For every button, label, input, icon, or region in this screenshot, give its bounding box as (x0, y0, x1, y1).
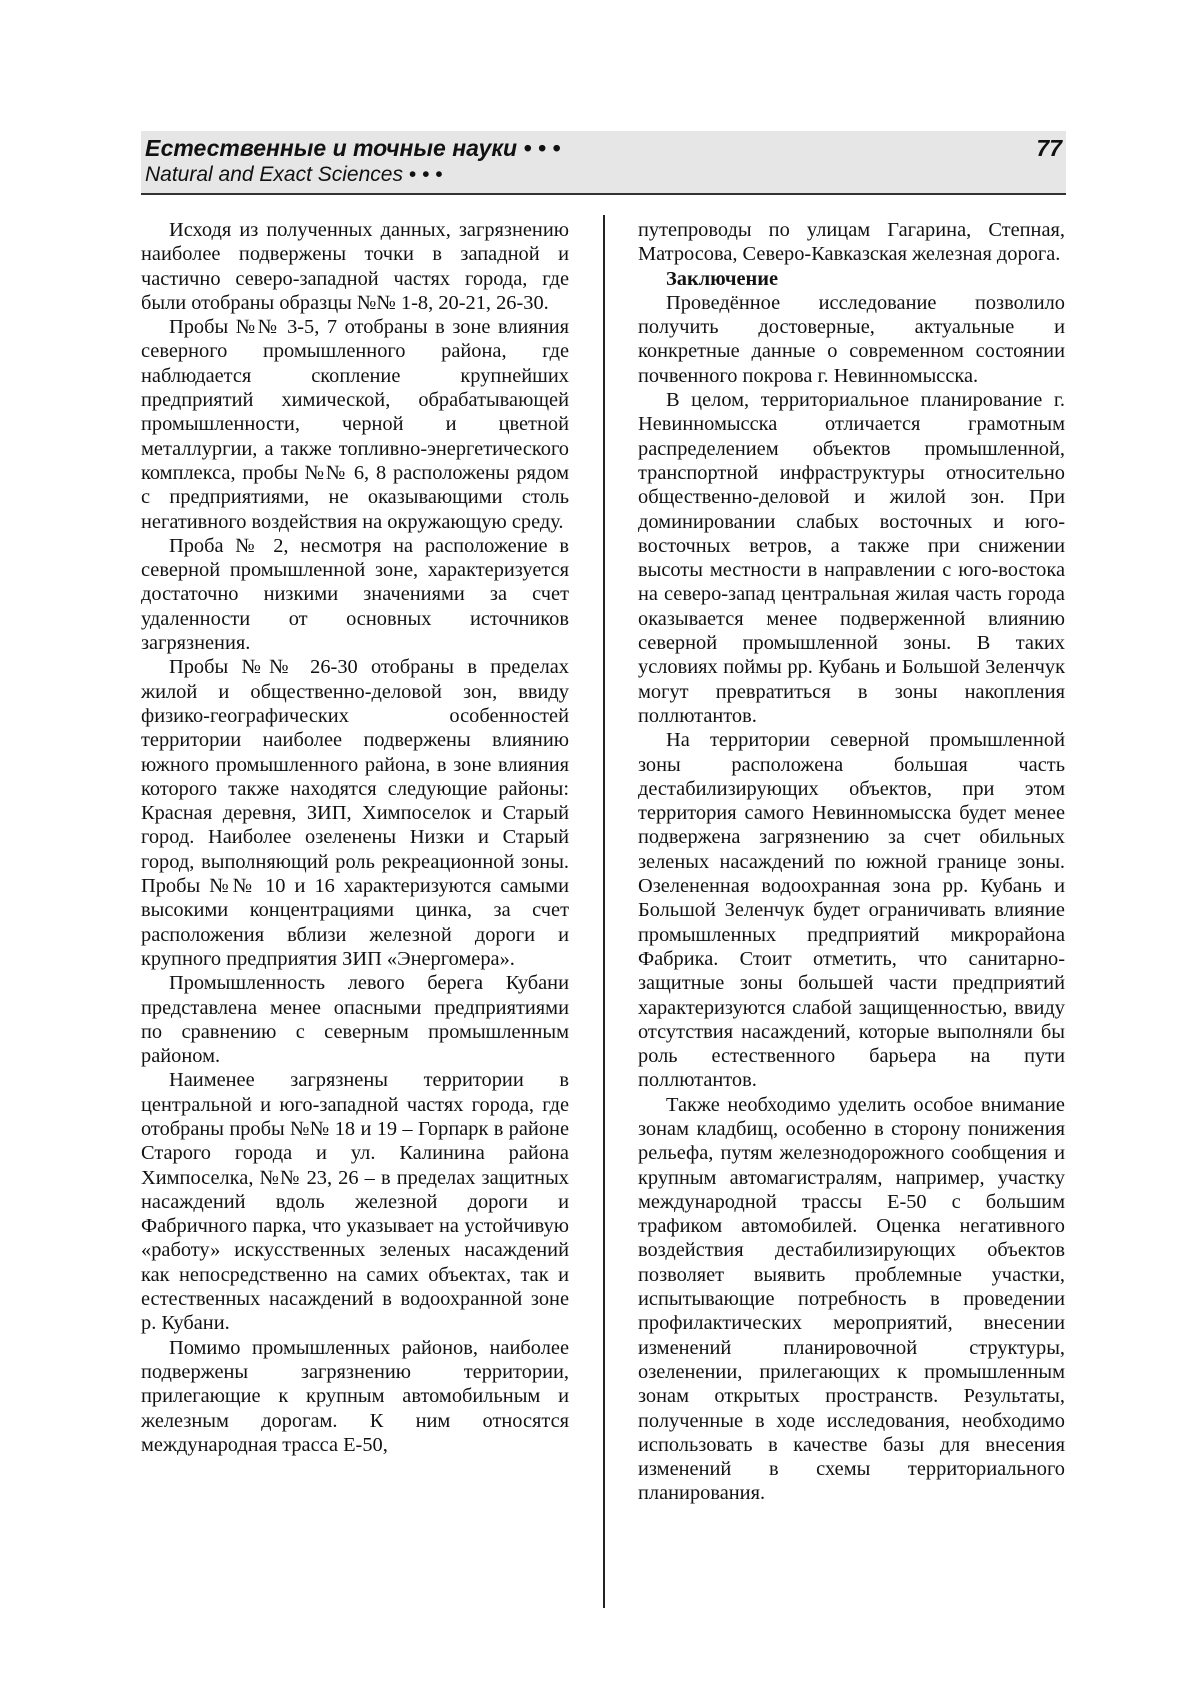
running-header (141, 131, 1066, 195)
paragraph: В целом, территориальное планирование г. Невинномысска отличается грамотным распределением объектов промышленной, транспортной инфраструктуры относительно общественно-деловой и жилой зон. При доминировании слабых восточных и юго-восточных ветров, а также при снижении высоты местности в направлении с юго-востока на северо-запад центральная жилая часть города оказывается менее подверженной влиянию северной промышленной зоны. В таких условиях поймы рр. Кубань и Большой Зеленчук могут превратиться в зоны накопления поллютантов. (638, 389, 1065, 727)
journal-title-ru: Естественные и точные науки • • • (145, 135, 561, 161)
paragraph: Проведённое исследование позволило получить достоверные, актуальные и конкретные данные о современном состоянии почвенного покрова г. Невинномысска. (638, 291, 1065, 387)
conclusion-heading: Заключение (666, 267, 779, 290)
paragraph: Исходя из полученных данных, загрязнению наиболее подвержены точки в западной и частично северо-западной частях города, где были отобраны образцы №№ 1-8, 20-21, 26-30. (141, 219, 569, 314)
paragraph: Промышленность левого берега Кубани представлена менее опасными предприятиями по сравнению с северным промышленным районом. (141, 972, 569, 1068)
paragraph: Пробы №№ 3-5, 7 отобраны в зоне влияния северного промышленного района, где наблюдается скопление крупнейших предприятий химической, обрабатывающей промышленности, черной и цветной металлургии, а также топливно-энергетического комплекса, пробы №№ 6, 8 расположены рядом с предприятиями, не оказывающими столь негативного воздействия на окружающую среду. (141, 316, 569, 533)
paragraph: Пробы №№ 26-30 отобраны в пределах жилой и общественно-деловой зон, ввиду физико-географических особенностей территории наиболее подвержены влиянию южного промышленного района, в зоне влияния которого также находятся следующие районы: Красная деревня, ЗИП, Химпоселок и Старый город. Наиболее озеленены Низки и Старый город, выполняющий роль рекреационной зоны. Пробы №№ 10 и 16 характеризуются самыми высокими концентрациями цинка, за счет расположения вблизи железной дороги и крупного предприятия ЗИП «Энергомера». (141, 656, 569, 970)
paragraph: На территории северной промышленной зоны расположена большая часть дестабилизирующих объектов, при этом территория самого Невинномысска будет менее подвержена загрязнению за счет обильных зеленых насаждений по южной границе зоны. Озелененная водоохранная зона рр. Кубань и Большой Зеленчук будет ограничивать влияние промышленных предприятий микрорайона Фабрика. Стоит отметить, что санитарно-защитные зоны большей части предприятий характеризуются слабой защищенностью, ввиду отсутствия насаждений, которые выполняли бы роль естественного барьера на пути поллютантов. (638, 729, 1065, 1092)
page-number: 77 (1036, 135, 1062, 161)
right-column (638, 218, 1065, 1506)
paragraph: Наименее загрязнены территории в центральной и юго-западной частях города, где отобраны пробы №№ 18 и 19 – Горпарк в районе Старого города и ул. Калинина района Химпоселка, №№ 23, 26 – в пределах защитных насаждений вдоль железной дороги и Фабричного парка, что указывает на устойчивую «работу» искусственных зеленых насаждений как непосредственно на самих объектах, так и естественных насаждений в водоохранной зоне р. Кубани. (141, 1069, 569, 1335)
paragraph: Проба № 2, несмотря на расположение в северной промышленной зоне, характеризуется достаточно низкими значениями за счет удаленности от основных источников загрязнения. (141, 534, 569, 655)
paragraph: Также необходимо уделить особое внимание зонам кладбищ, особенно в сторону понижения рельефа, путям железнодорожного сообщения и крупным автомагистралям, например, участку международной трассы Е-50 с большим трафиком автомобилей. Оценка негативного воздействия дестабилизирующих объектов позволяет выявить проблемные участки, испытывающие потребность в проведении профилактических мероприятий, внесении изменений планировочной структуры, озеленении, прилегающих к промышленным зонам открытых пространств. Результаты, полученные в ходе исследования, необходимо использовать в качестве базы для внесения изменений в схемы территориального планирования. (638, 1093, 1065, 1505)
paragraph-continuation: путепроводы по улицам Гагарина, Степная, Матросова, Северо-Кавказская железная дорога. (638, 219, 1065, 266)
journal-title-en: Natural and Exact Sciences • • • (145, 163, 443, 186)
left-column (141, 218, 569, 1457)
column-divider (603, 215, 605, 1608)
paragraph: Помимо промышленных районов, наиболее подвержены загрязнению территории, прилегающие к крупным автомобильным и железным дорогам. К ним относятся международная трасса Е-50, (141, 1336, 569, 1456)
